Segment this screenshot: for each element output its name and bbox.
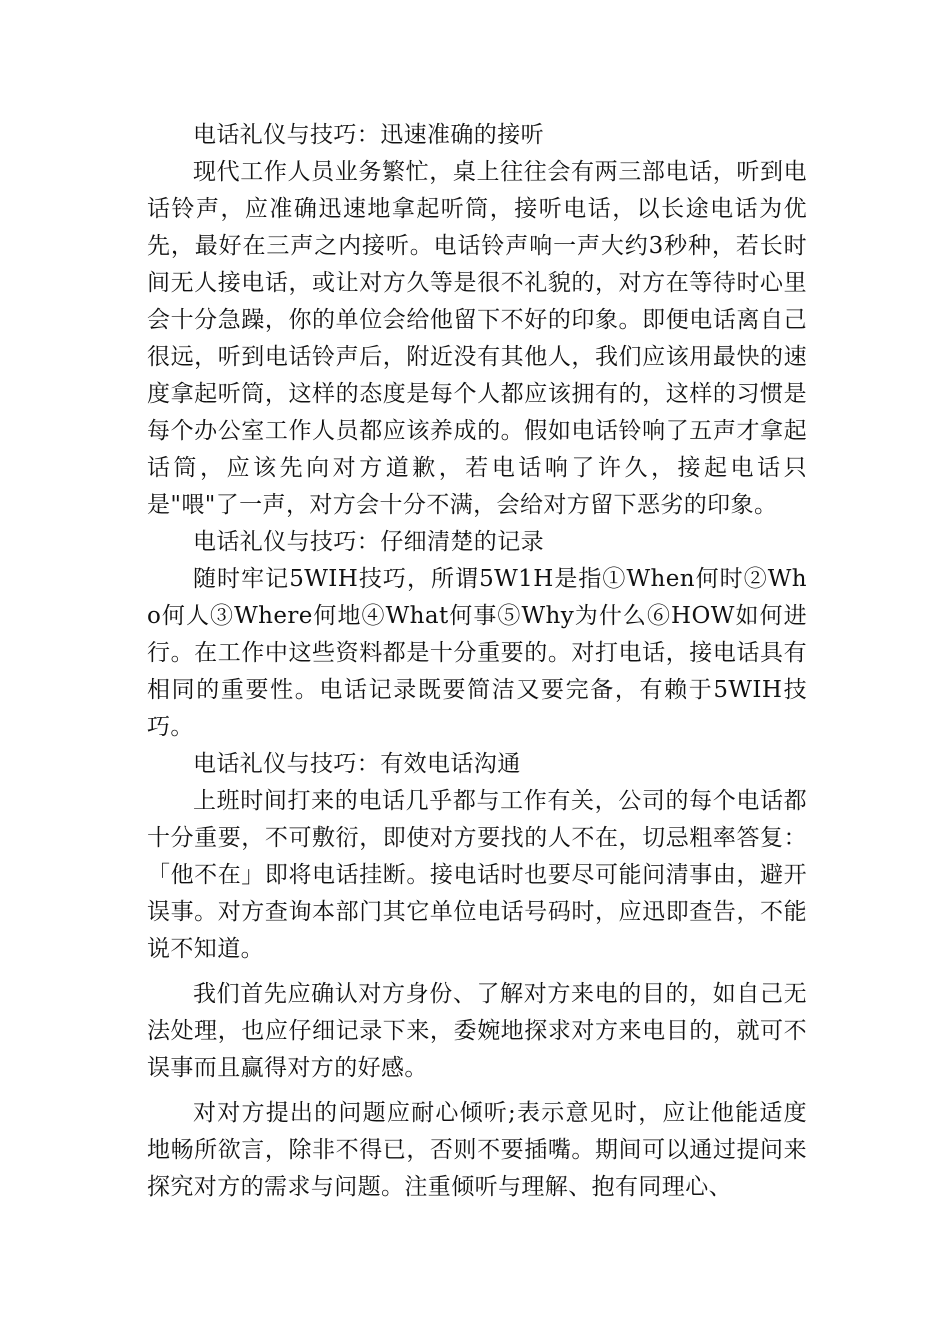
paragraph-communication-1: 上班时间打来的电话几乎都与工作有关，公司的每个电话都十分重要，不可敷衍，即使对方要找的人不在，切忌粗率答复：「他不在」即将电话挂断。接电话时也要尽可能问清事由，避开误事。对方查询本部门其它单位电话号码时，应迅即查告，不能说不知道。 [147,788,807,962]
paragraph-recording: 随时牢记5WIH技巧，所谓5W1H是指①When何时②Who何人③Where何地④What何事⑤Why为什么⑥HOW如何进行。在工作中这些资料都是十分重要的。对打电话，接电话具有相同的重要性。电话记录既要简洁又要完备，有赖于5WIH技巧。 [147,566,807,740]
paragraph-communication-2: 我们首先应确认对方身份、了解对方来电的目的，如自己无法处理，也应仔细记录下来，委婉地探求对方来电目的，就可不误事而且赢得对方的好感。 [147,981,807,1081]
paragraph-communication-3: 对对方提出的问题应耐心倾听;表示意见时，应让他能适度地畅所欲言，除非不得已，否则不要插嘴。期间可以通过提问来探究对方的需求与问题。注重倾听与理解、抱有同理心、 [147,1100,807,1200]
paragraph-answering: 现代工作人员业务繁忙，桌上往往会有两三部电话，听到电话铃声，应准确迅速地拿起听筒，接听电话，以长途电话为优先，最好在三声之内接听。电话铃声响一声大约3秒种，若长时间无人接电话，或让对方久等是很不礼貌的，对方在等待时心里会十分急躁，你的单位会给他留下不好的印象。即便电话离自己很远，听到电话铃声后，附近没有其他人，我们应该用最快的速度拿起听筒，这样的态度是每个人都应该拥有的，这样的习惯是每个办公室工作人员都应该养成的。假如电话铃响了五声才拿起话筒，应该先向对方道歉，若电话响了许久，接起电话只是"喂"了一声，对方会十分不满，会给对方留下恶劣的印象。 [147,159,807,518]
document-body [147,117,807,1206]
section-heading-recording: 电话礼仪与技巧：仔细清楚的记录 [193,529,544,555]
section-heading-communication: 电话礼仪与技巧：有效电话沟通 [193,751,521,777]
section-heading-answering: 电话礼仪与技巧：迅速准确的接听 [193,122,544,148]
